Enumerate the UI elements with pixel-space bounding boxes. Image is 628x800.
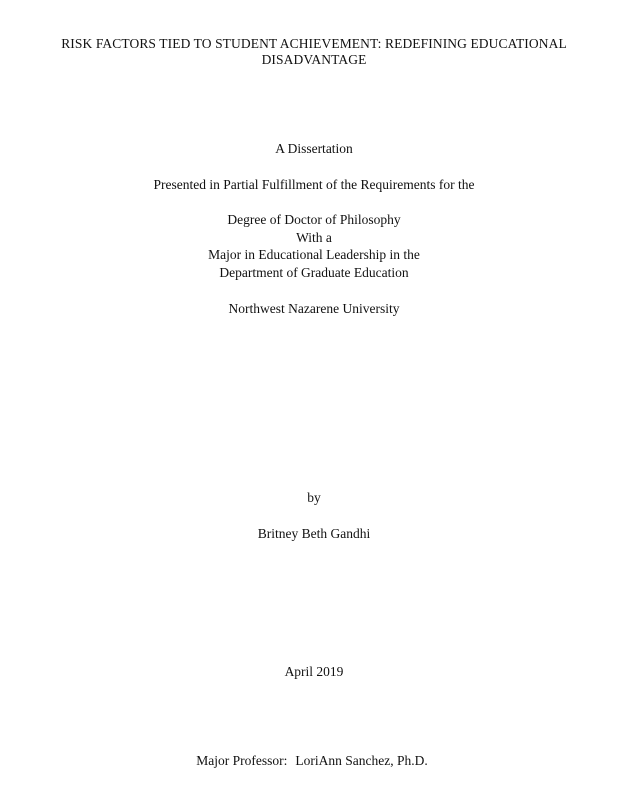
title-line-1: RISK FACTORS TIED TO STUDENT ACHIEVEMENT: REDEFINING EDUCATIONAL <box>61 36 567 51</box>
degree-block <box>0 211 628 281</box>
major-professor-name: LoriAnn Sanchez, Ph.D. <box>295 753 428 768</box>
university-name: Northwest Nazarene University <box>228 301 400 316</box>
author-name: Britney Beth Gandhi <box>257 526 371 541</box>
degree-line-1: Degree of Doctor of Philosophy <box>227 212 401 227</box>
degree-line-4: Department of Graduate Education <box>219 264 409 280</box>
dissertation-title <box>20 36 608 68</box>
degree-line-3: Major in Educational Leadership in the <box>208 247 420 263</box>
submission-date: April 2019 <box>284 664 344 679</box>
degree-line-2: With a <box>296 229 332 245</box>
title-line-2: DISADVANTAGE <box>261 52 367 68</box>
major-professor <box>0 752 626 770</box>
presented-statement: Presented in Partial Fulfillment of the Requirements for the <box>153 177 475 192</box>
major-professor-label: Major Professor: <box>196 753 288 768</box>
by-label: by <box>307 490 321 505</box>
document-type: A Dissertation <box>275 141 353 156</box>
